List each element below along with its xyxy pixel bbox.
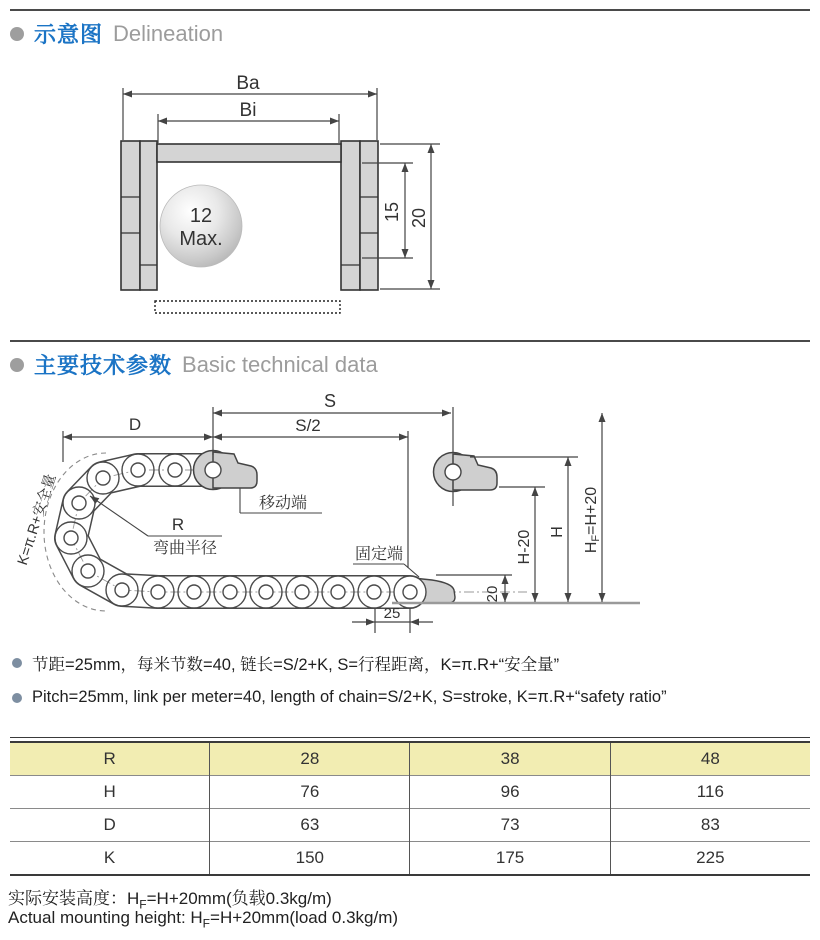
row-label: H [10, 776, 210, 809]
table-row-D [10, 809, 810, 842]
cell: 63 [210, 809, 410, 842]
dim-hf-label: HF=H+20 [583, 486, 602, 554]
technical-diagram [0, 390, 820, 645]
rail-segment-lines [121, 197, 378, 265]
note-pitch-zh [12, 651, 559, 675]
cell: 73 [410, 809, 610, 842]
section-divider [10, 9, 810, 11]
note-pitch-en [12, 688, 667, 707]
section-title-zh: 主要技术参数 [34, 353, 173, 378]
bullet-icon [10, 358, 24, 372]
dimension-lines [123, 88, 440, 289]
dim-20-label: 20 [409, 207, 429, 229]
mounting-height-note-en: Actual mounting height: $H_F=H+20mm(load$ 0.3kg/m) [8, 908, 399, 931]
bullet-icon [12, 693, 22, 703]
delineation-diagram [0, 60, 480, 335]
table-row-K [10, 842, 810, 876]
note-text: 节距=25mm，每米节数=40, 链长=S/2+K, S=行程距离，K=π.R+“安全量” [32, 656, 560, 674]
moving-end-bracket [194, 451, 258, 490]
dim-h-label: H [549, 526, 566, 538]
table-row-R [10, 742, 810, 776]
cell: 48 [610, 742, 810, 776]
cell: 116 [610, 776, 810, 809]
bullet-icon [12, 658, 22, 668]
upper-right-end-fitting [434, 453, 498, 492]
dim-s-label: S [323, 391, 337, 411]
row-label: R [10, 742, 210, 776]
k-formula-label: K=π.R+安全量 [14, 472, 60, 568]
mounting-height-note-zh: 实际安装高度：$H_F=H+20mm$(负载0.3kg/m) [8, 889, 332, 912]
cell: 76 [210, 776, 410, 809]
cell: 175 [410, 842, 610, 876]
dim-h20-label: H-20 [516, 529, 533, 565]
radius-label: R [171, 515, 185, 534]
cell: 83 [610, 809, 810, 842]
cell: 96 [410, 776, 610, 809]
dim-s2-label: S/2 [295, 416, 321, 435]
table-row-H [10, 776, 810, 809]
section-title-en: Delineation [113, 20, 224, 46]
section-divider [10, 340, 810, 342]
row-label: K [10, 842, 210, 876]
ball-max-label: Max. [179, 228, 223, 250]
note-text: Pitch=25mm, link per meter=40, length of chain=S/2+K, S=stroke, K=π.R+“safety ratio” [32, 688, 667, 706]
technical-data-table [10, 737, 810, 876]
mounting-strip [155, 301, 340, 313]
dim-15-label: 15 [382, 201, 402, 223]
radius-caption: 弯曲半径 [152, 540, 218, 557]
fixed-end-label: 固定端 [354, 546, 404, 563]
dim-d-label: D [128, 415, 142, 434]
dim-chain-height-label: 20 [484, 585, 501, 603]
ball-diameter-label: 12 [189, 205, 213, 227]
cell: 225 [610, 842, 810, 876]
cell: 150 [210, 842, 410, 876]
section-header-delineation [10, 18, 223, 49]
section-title-en: Basic technical data [182, 351, 378, 377]
section-header-technical-data [10, 349, 378, 380]
row-label: D [10, 809, 210, 842]
callout-leaders [90, 488, 419, 577]
section-title-zh: 示意图 [34, 22, 104, 47]
dim-ba-label: Ba [236, 73, 260, 94]
dim-bi-label: Bi [239, 100, 257, 121]
chain-cross-section [121, 141, 378, 290]
bullet-icon [10, 27, 24, 41]
cell: 28 [210, 742, 410, 776]
moving-end-label: 移动端 [258, 495, 308, 512]
cell: 38 [410, 742, 610, 776]
dim-pitch-label: 25 [383, 605, 401, 622]
